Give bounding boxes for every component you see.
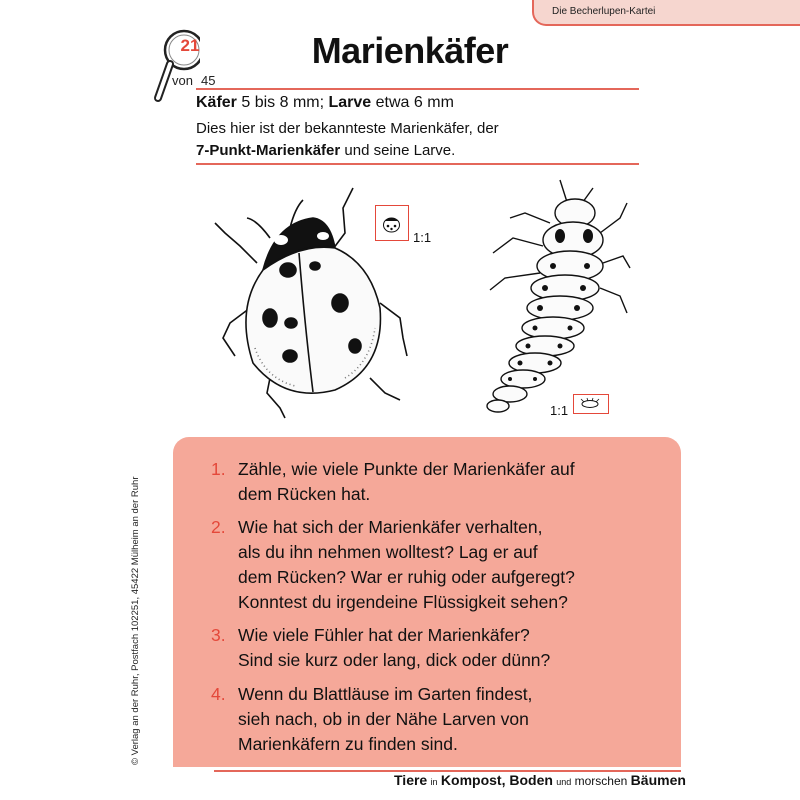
larva-size: etwa 6 mm [375, 94, 454, 111]
card-number: 21 [180, 36, 200, 55]
task-line: Sind sie kurz oder lang, dick oder dünn? [238, 650, 551, 670]
task-text [238, 457, 658, 507]
task-line: Marienkäfern zu finden sind. [238, 734, 458, 754]
intro-line-2 [196, 140, 499, 162]
intro-line-1: Dies hier ist der bekannteste Marienkäfer, der [196, 120, 499, 137]
task-number: 4. [211, 684, 226, 704]
series-footer [394, 772, 686, 788]
intro-text [196, 118, 499, 162]
title-divider [196, 88, 639, 90]
larva-scale-box [573, 394, 609, 414]
task-line: dem Rücken hat. [238, 484, 371, 504]
series-tab: Die Becherlupen-Kartei [532, 0, 800, 26]
task-number: 3. [211, 625, 226, 645]
footer-word: morschen [574, 774, 628, 788]
beetle-scale-label: 1:1 [413, 230, 432, 245]
footer-word: in [430, 777, 438, 787]
footer-word: Bäumen [630, 772, 686, 788]
size-info [196, 94, 454, 112]
task-line: Konntest du irgendeine Flüssigkeit sehen? [238, 592, 568, 612]
species-name: 7-Punkt-Marienkäfer [196, 142, 341, 159]
task-line: Wie hat sich der Marienkäfer verhalten, [238, 517, 543, 537]
footer-word: und [556, 777, 572, 787]
card-of-label: von [172, 73, 193, 88]
page-title: Marienkäfer [311, 30, 509, 71]
intro-divider [196, 163, 639, 165]
task-text [238, 682, 658, 757]
larva-scale-label: 1:1 [550, 403, 569, 418]
larva-label: Larve [328, 94, 372, 111]
task-line: Wenn du Blattläuse im Garten findest, [238, 684, 533, 704]
larva-drawing [487, 180, 630, 412]
ladybug-illustration [195, 178, 645, 428]
task-number: 2. [211, 517, 226, 537]
copyright-note: © Verlag an der Ruhr, Postfach 102251, 45422 Mülheim an der Ruhr [130, 476, 141, 765]
card-total: 45 [201, 73, 216, 88]
task-panel [173, 437, 681, 767]
beetle-scale-box [375, 205, 409, 241]
task-line: Zähle, wie viele Punkte der Marienkäfer auf [238, 459, 575, 479]
intro-line-2-rest: und seine Larve. [344, 142, 456, 159]
beetle-size: 5 bis 8 mm; [241, 94, 325, 111]
task-line: dem Rücken? War er ruhig oder aufgeregt? [238, 567, 575, 587]
footer-word: Kompost, Boden [440, 772, 553, 788]
footer-word: Tiere [394, 772, 428, 788]
mini-larva-icon [574, 395, 607, 412]
beetle-label: Käfer [196, 94, 237, 111]
mini-ladybug-icon [376, 206, 407, 239]
task-text [238, 623, 658, 673]
task-line: Wie viele Fühler hat der Marienkäfer? [238, 625, 530, 645]
task-number: 1. [211, 459, 226, 479]
task-line: als du ihn nehmen wolltest? Lag er auf [238, 542, 538, 562]
task-text [238, 515, 658, 615]
task-line: sieh nach, ob in der Nähe Larven von [238, 709, 529, 729]
